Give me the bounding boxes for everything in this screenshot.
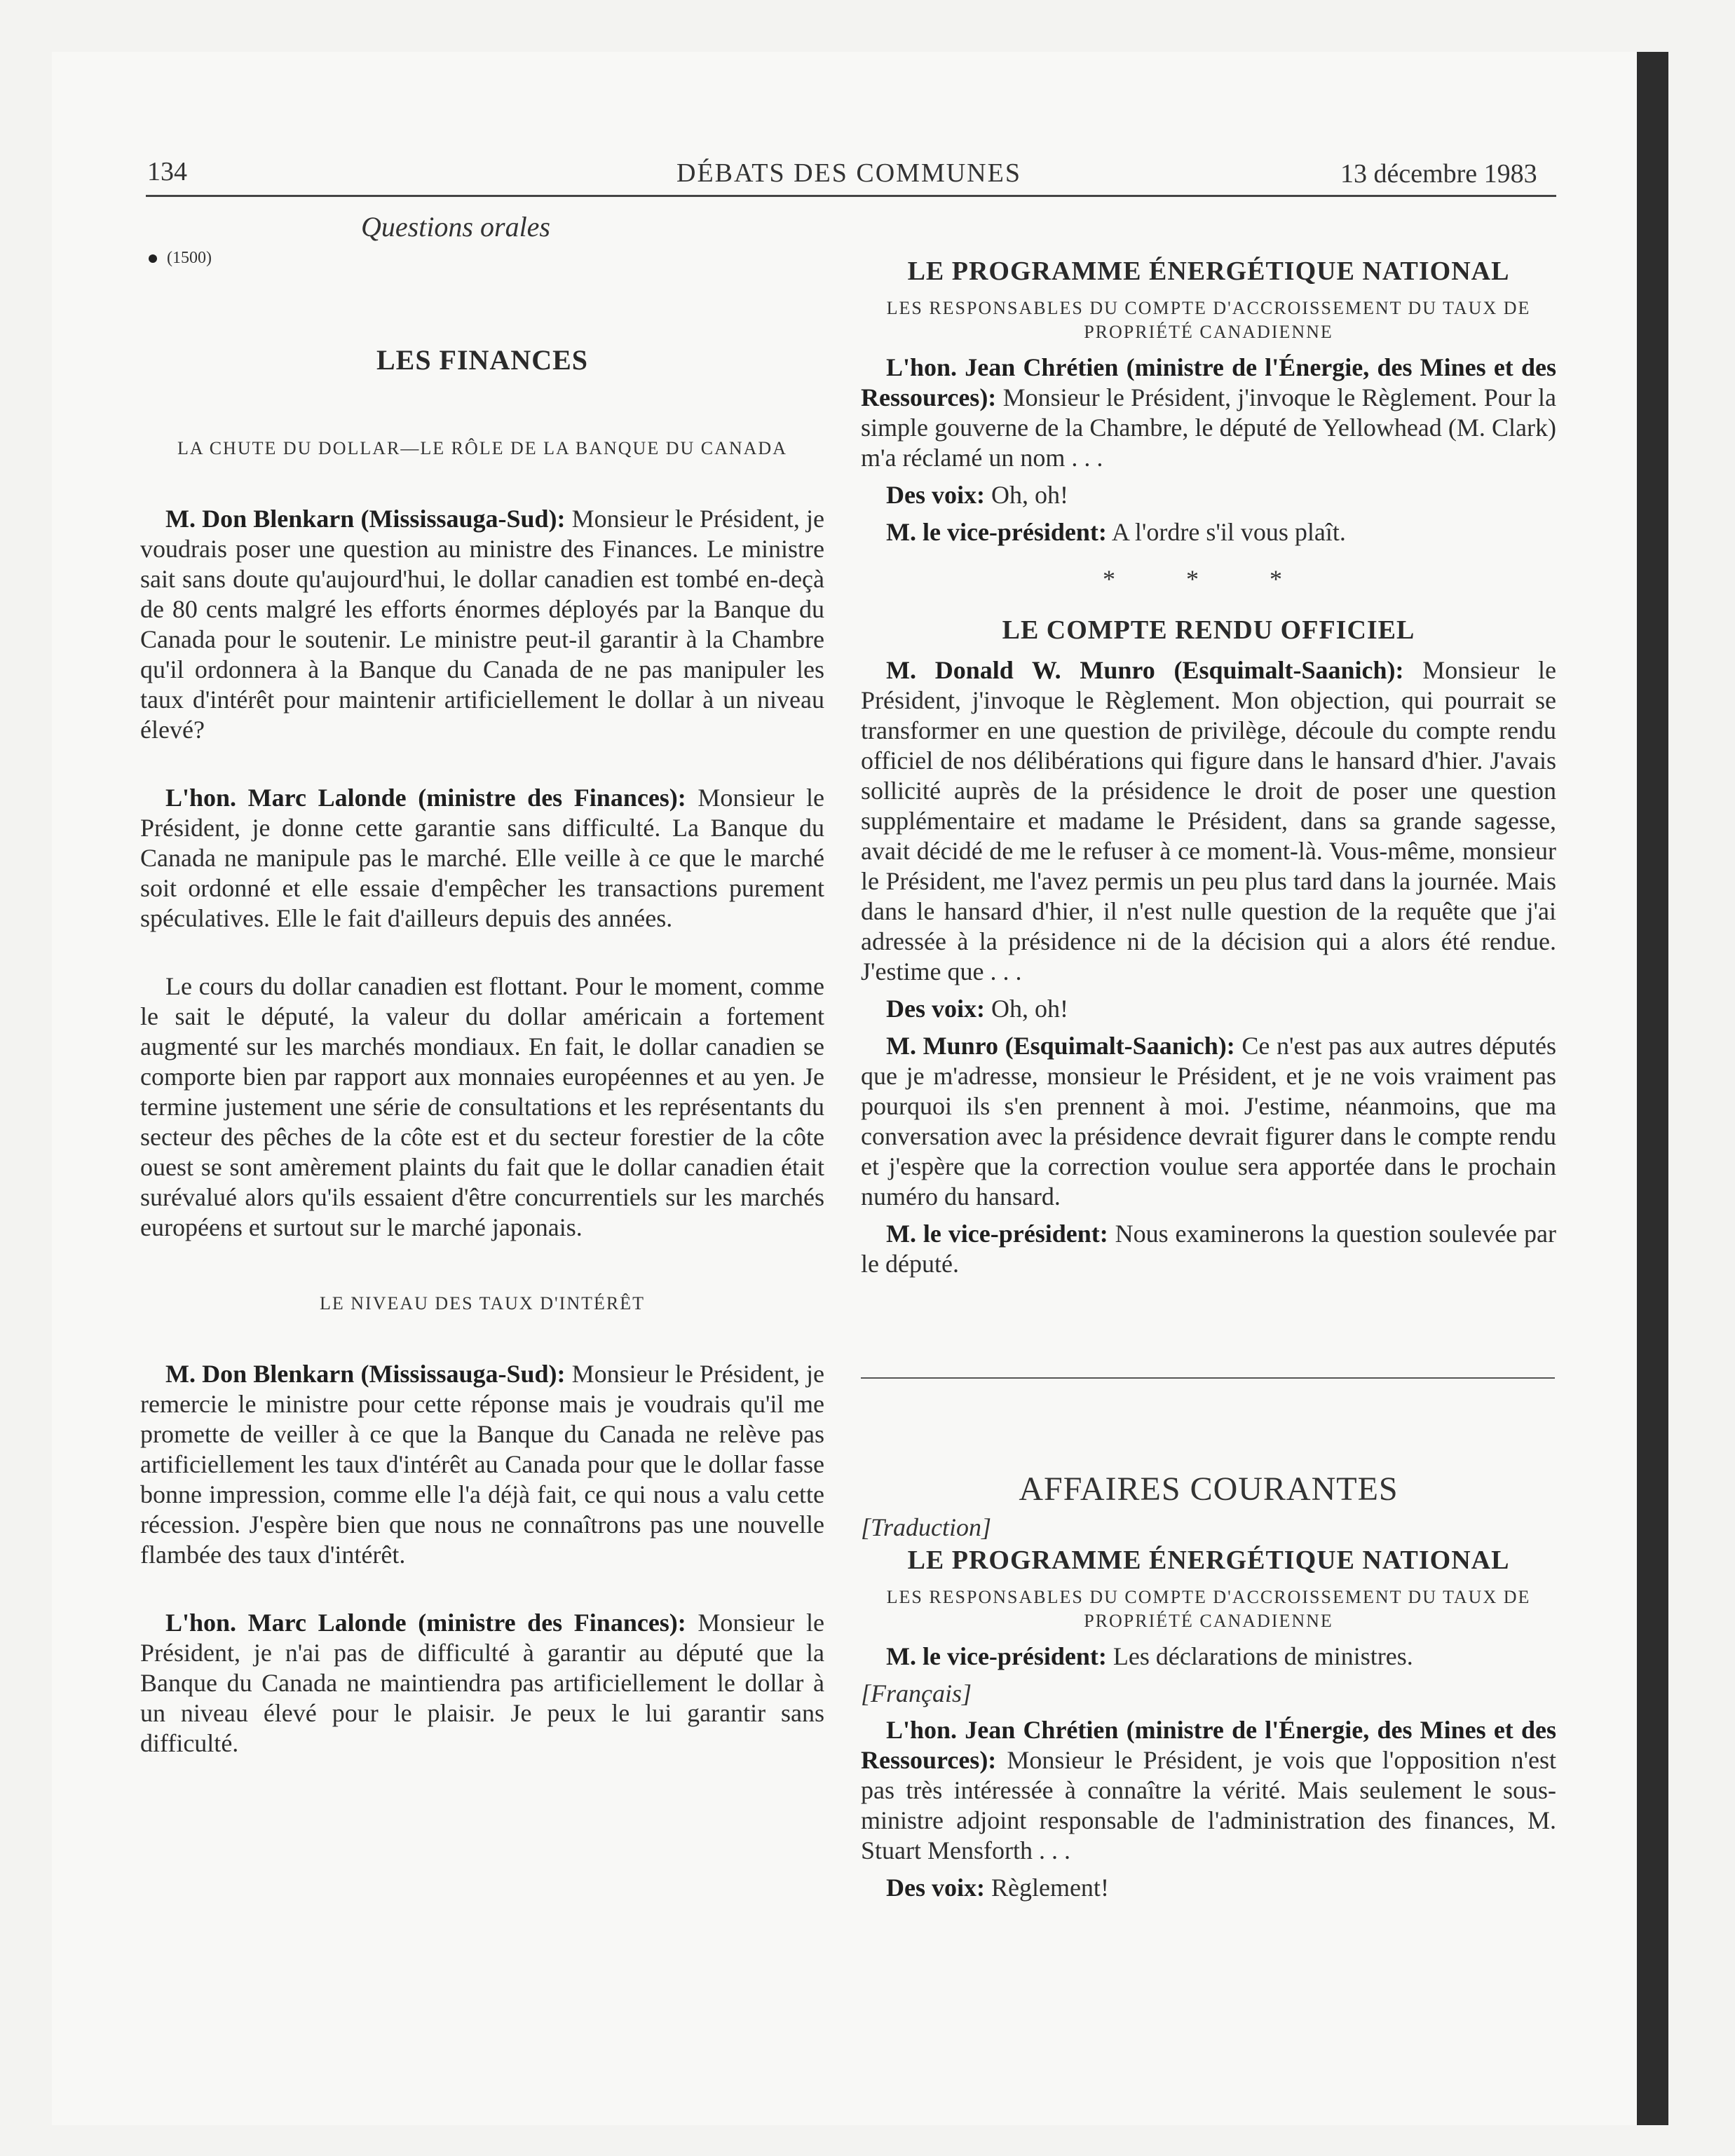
header-rule: [146, 195, 1556, 197]
speaker-name: L'hon. Marc Lalonde: [165, 784, 407, 812]
dollar-subheading: LA CHUTE DU DOLLAR—LE RÔLE DE LA BANQUE DU CANADA: [177, 438, 787, 458]
speaker-name: M. Donald W. Munro (Esquimalt-Saanich):: [886, 656, 1404, 684]
speaker-name: M. Munro (Esquimalt-Saanich):: [886, 1032, 1235, 1060]
bullet-icon: [149, 254, 157, 263]
section-separator-stars: * * *: [1103, 565, 1314, 593]
translation-tag: [Traduction]: [861, 1513, 992, 1541]
speech-text: Nous examinerons la question soulevée par le député.: [861, 1220, 1556, 1278]
speech-text: Monsieur le Président, j'invoque le Règlement. Mon objection, qui pourrait se transformer en une question de privilège, découle du compte rendu officiel de nos délibérations qui figure dans le hansard d'hier. J'avais sollicité auprès de la présidence le droit de poser une question supplémentaire et madame le Président, dans sa grande sagesse, avait décidé de me le refuser à ce moment-là. Vous-même, monsieur le Président, me l'avez permis un peu plus tard dans la journée. Mais dans le hansard d'hier, il n'est nulle question de la requête que j'ai adressée à la présidence ni de la décision qui a alors été rendue. J'estime que . . .: [861, 656, 1557, 985]
speaker-name: M. le vice-président:: [886, 1642, 1107, 1670]
pen-subheading: LES RESPONSABLES DU COMPTE D'ACCROISSEMENT DU TAUX DE PROPRIÉTÉ CANADIENNE: [886, 298, 1531, 342]
speech-text: Les déclarations de ministres.: [1113, 1642, 1413, 1670]
right-column: [861, 256, 1556, 1903]
speech-text: Ce n'est pas aux autres députés que je m'adresse, monsieur le Président, et je ne vois vraiment pas pourquoi ils s'en prennent à moi. J'estime, néanmoins, que ma conversation avec la présidence devrait figurer dans le compte rendu et j'espère que la correction voulue sera apportée dans le prochain numéro du hansard.: [861, 1032, 1557, 1210]
speaker-name: L'hon. Marc Lalonde: [165, 1609, 407, 1637]
speaker-name: M. le vice-président:: [886, 1220, 1108, 1248]
speaker-riding: (Mississauga-Sud):: [360, 505, 566, 533]
time-marker: [149, 249, 212, 268]
speech-text: Monsieur le Président, je donne cette garantie sans difficulté. La Banque du Canada ne manipule pas le marché. Elle veille à ce que le marché soit ordonné et elle essaie d'empêcher les transactions purement spéculatives. Elle le fait d'ailleurs depuis des années.: [140, 784, 825, 932]
speaker-name: M. Don Blenkarn: [165, 505, 355, 533]
page-number: 134: [147, 157, 187, 186]
scan-edge-bar: [1637, 52, 1668, 2125]
speaker-role: (ministre des Finances):: [418, 1609, 686, 1637]
vice-president-2: [861, 1219, 1556, 1279]
pen2-subheading: LES RESPONSABLES DU COMPTE D'ACCROISSEMENT DU TAUX DE PROPRIÉTÉ CANADIENNE: [886, 1587, 1531, 1631]
blenkarn-question-2: [140, 1359, 824, 1570]
speaker-name: Des voix:: [886, 481, 985, 509]
speaker-name: M. le vice-président:: [886, 518, 1107, 546]
munro-statement-1: [861, 655, 1556, 987]
section-tag: Questions orales: [361, 211, 550, 243]
speech-text: Règlement!: [991, 1874, 1109, 1902]
voices-1: [861, 480, 1556, 510]
speaker-name: L'hon. Jean Chrétien (ministre de l'Énergie, des Mines et des Ressources):: [861, 353, 1556, 411]
speaker-name: Des voix:: [886, 995, 985, 1023]
speaker-name: M. Don Blenkarn: [165, 1360, 355, 1388]
speaker-riding: (Mississauga-Sud):: [360, 1360, 566, 1388]
left-column: [140, 343, 824, 1759]
chretien-statement-1: [861, 353, 1556, 473]
record-heading: LE COMPTE RENDU OFFICIEL: [1002, 615, 1415, 645]
lalonde-answer-2: [140, 1608, 824, 1759]
lalonde-answer-1-cont: Le cours du dollar canadien est flottant. Pour le moment, comme le sait le député, la valeur du dollar américain a fortement augmenté sur les marchés mondiaux. En fait, le dollar canadien se comporte bien par rapport aux monnaies européennes et au yen. Je termine justement une série de consultations et les représentants du secteur des pêches de la côte est et du secteur forestier de la côte ouest se sont amèrement plaints du fait que le dollar canadien était surévalué alors qu'ils essaient d'être concurrentiels sur les marchés européens et surtout sur le marché japonais.: [140, 972, 824, 1241]
pen-heading: LE PROGRAMME ÉNERGÉTIQUE NATIONAL: [907, 257, 1510, 286]
voices-3: [861, 1873, 1556, 1903]
vice-president-1: [861, 517, 1556, 547]
vice-president-3: [861, 1642, 1556, 1672]
munro-statement-2: [861, 1031, 1556, 1212]
rates-subheading: LE NIVEAU DES TAUX D'INTÉRÊT: [320, 1293, 645, 1314]
blenkarn-question-1: [140, 504, 824, 745]
voices-2: [861, 994, 1556, 1024]
speech-text: Monsieur le Président, je remercie le ministre pour cette réponse mais je voudrais qu'il me promette de veiller à ce que la Banque du Canada ne relève pas artificiellement les taux d'intérêt au Canada pour que le dollar fasse bonne impression, comme elle l'a déjà fait, ce qui nous a valu cette récession. J'espère bien que nous ne connaîtrons pas une nouvelle flambée des taux d'intérêt.: [140, 1360, 824, 1569]
running-date: 13 décembre 1983: [1340, 159, 1537, 189]
chretien-statement-2: [861, 1715, 1556, 1866]
pen2-heading: LE PROGRAMME ÉNERGÉTIQUE NATIONAL: [907, 1546, 1510, 1575]
speech-text: Monsieur le Président, je vois que l'opposition n'est pas très intéressée à connaître la vérité. Mais seulement le sous-ministre adjoint responsable de l'administration des finances, M. Stuart Mensforth . . .: [861, 1746, 1557, 1864]
french-tag: [Français]: [861, 1679, 972, 1707]
speaker-name: L'hon. Jean Chrétien (ministre de l'Énergie, des Mines et des Ressources):: [861, 1716, 1556, 1774]
running-title: DÉBATS DES COMMUNES: [676, 158, 1021, 188]
speech-text: Oh, oh!: [991, 995, 1068, 1023]
finances-heading: LES FINANCES: [376, 344, 589, 376]
speech-text: Monsieur le Président, je n'ai pas de difficulté à garantir au député que la Banque du Canada ne maintiendra pas artificiellement le dollar à un niveau élevé pour le plaisir. Je peux le lui garantir sans difficulté.: [140, 1609, 825, 1757]
speech-text: A l'ordre s'il vous plaît.: [1111, 518, 1346, 546]
speaker-name: Des voix:: [886, 1874, 985, 1902]
speaker-role: (ministre des Finances):: [418, 784, 686, 812]
time-marker-text: (1500): [167, 249, 212, 267]
affaires-heading: AFFAIRES COURANTES: [1019, 1471, 1399, 1508]
speech-text: Monsieur le Président, j'invoque le Règlement. Pour la simple gouverne de la Chambre, le député de Yellowhead (M. Clark) m'a réclamé un nom . . .: [861, 383, 1556, 472]
speech-text: Monsieur le Président, je voudrais poser une question au ministre des Finances. Le ministre sait sans doute qu'aujourd'hui, le dollar canadien est tombé en-deçà de 80 cents malgré les efforts énormes déployés par la Banque du Canada pour le soutenir. Le ministre peut-il garantir à la Chambre qu'il ordonnera à la Banque du Canada de ne pas manipuler les taux d'intérêt pour maintenir artificiellement le dollar à un niveau élevé?: [140, 505, 824, 744]
speech-text: Oh, oh!: [991, 481, 1068, 509]
lalonde-answer-1: [140, 783, 824, 934]
